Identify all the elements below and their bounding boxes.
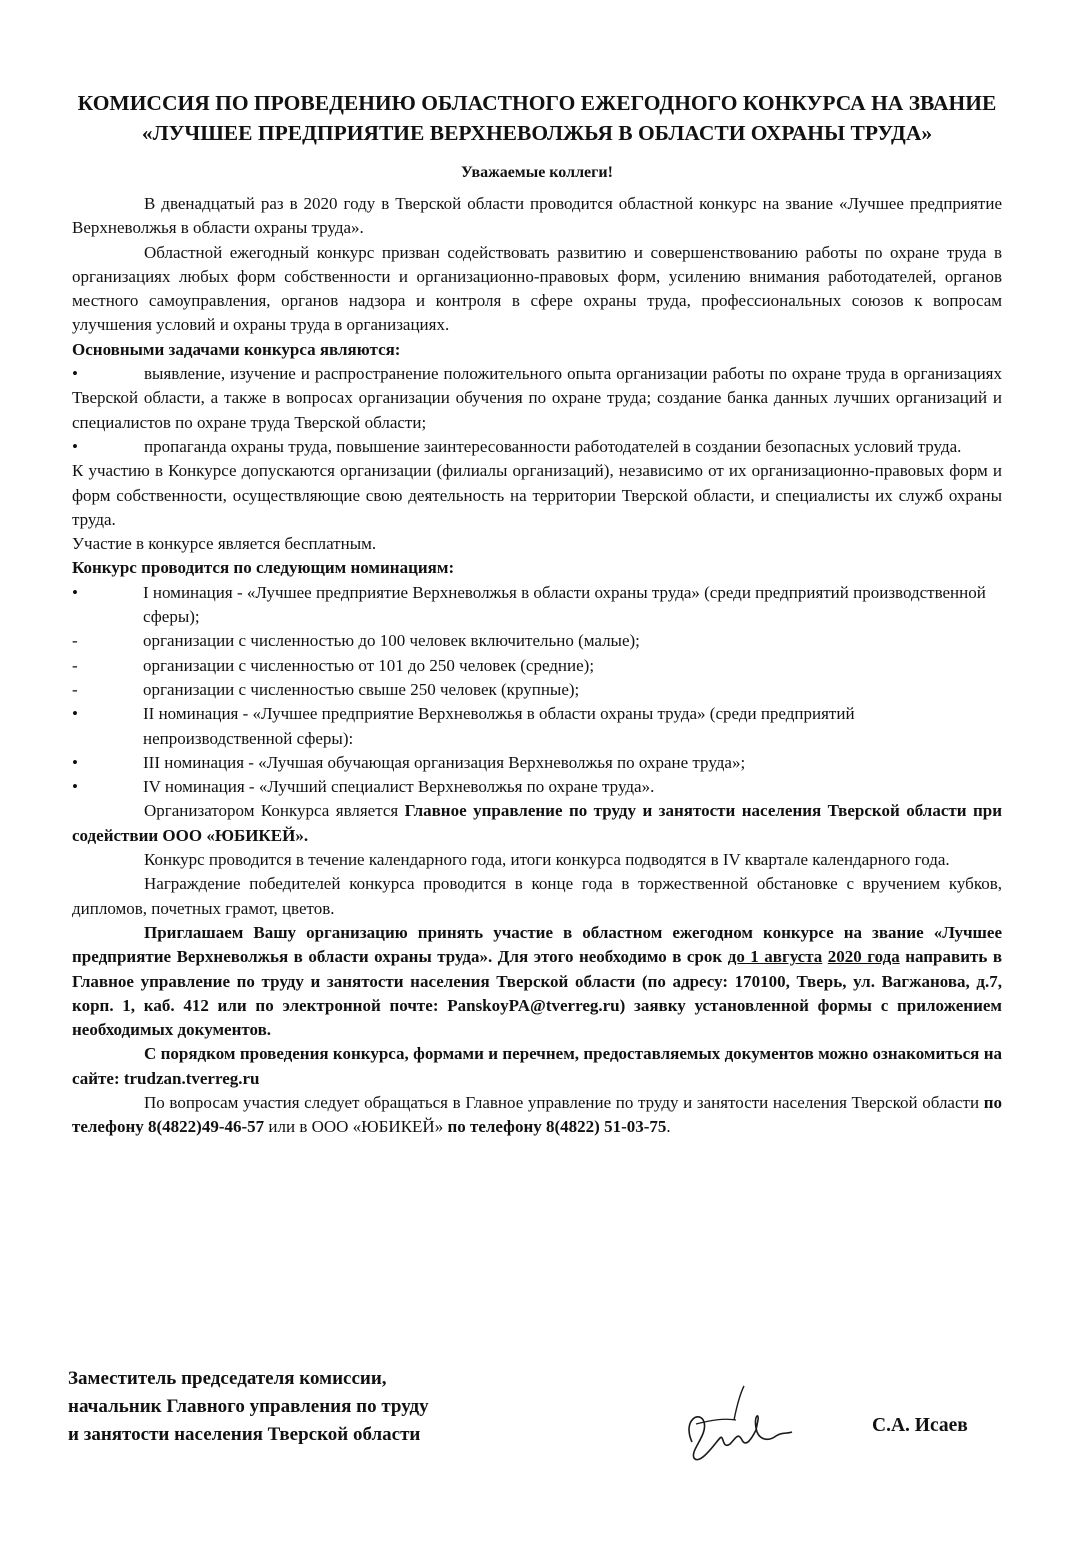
paragraph-contacts: По вопросам участия следует обращаться в Главное управление по труду и занятости населения Тверской области по телефону 8(4822)49-46-57 или в ООО «ЮБИКЕЙ» по телефону 8(4822) 51-03-75.	[72, 1092, 1002, 1137]
list-item: • III номинация - «Лучшая обучающая организация Верхневолжья по охране труда»;	[72, 751, 1002, 775]
tasks-heading: Основными задачами конкурса являются:	[72, 339, 401, 359]
tasks-list	[72, 362, 1002, 459]
signatory-name: С.А. Исаев	[872, 1415, 968, 1436]
bullet-icon: •	[72, 777, 78, 797]
signatory-title: Заместитель председателя комиссии, начальник Главного управления по труду и занятости населения Тверской области	[68, 1368, 429, 1445]
nominations-heading: Конкурс проводится по следующим номинациям:	[72, 558, 455, 578]
list-item: - организации с численностью свыше 250 человек (крупные);	[72, 678, 1002, 702]
bullet-icon: •	[72, 752, 78, 772]
bullet-icon: •	[72, 704, 78, 724]
paragraph-invitation: Приглашаем Вашу организацию принять участие в областном ежегодном конкурсе на звание «Лучшее предприятие Верхневолжья в области охраны труда». Для этого необходимо в срок до 1 августа 2020 года направить в Главное управление по труду и занятости населения Тверской области (по адресу: 170100, Тверь, ул. Вагжанова, д.7, корп. 1, каб. 412 или по электронной почте: PanskoyPA@tverreg.ru) заявку установленной формы с приложением необходимых документов.	[72, 922, 1003, 1040]
handwritten-signature	[672, 1380, 802, 1470]
paragraph-organizer: Организатором Конкурса является Главное управление по труду и занятости населения Тверской области при содействии ООО «ЮБИКЕЙ».	[72, 801, 1002, 845]
document-title: КОМИССИЯ ПО ПРОВЕДЕНИЮ ОБЛАСТНОГО ЕЖЕГОДНОГО КОНКУРСА НА ЗВАНИЕ «ЛУЧШЕЕ ПРЕДПРИЯТИЕ ВЕРХНЕВОЛЖЬЯ В ОБЛАСТИ ОХРАНЫ ТРУДА»	[77, 91, 997, 145]
document-body	[72, 88, 1002, 1140]
list-item: • II номинация - «Лучшее предприятие Верхневолжья в области охраны труда» (среди предприятий непроизводственной сферы):	[72, 704, 855, 748]
paragraph-free: Участие в конкурсе является бесплатным.	[72, 534, 377, 554]
nominations-list	[72, 581, 1002, 800]
paragraph-participants: К участию в Конкурсе допускаются организации (филиалы организаций), независимо от их организационно-правовых форм и форм собственности, осуществляющие свою деятельность на территории Тверской области, и специалисты их служб охраны труда.	[72, 461, 1002, 529]
list-item: • IV номинация - «Лучший специалист Верхневолжья по охране труда».	[72, 775, 1002, 799]
bullet-icon: •	[72, 582, 78, 602]
list-item: • I номинация - «Лучшее предприятие Верхневолжья в области охраны труда» (среди предприятий производственной сферы);	[72, 582, 986, 627]
list-item: - организации с численностью до 100 человек включительно (малые);	[72, 629, 1002, 653]
paragraph-duration: Конкурс проводится в течение календарного года, итоги конкурса подводятся в IV квартале календарного года.	[144, 850, 950, 870]
paragraph-awards: Награждение победителей конкурса проводится в конце года в торжественной обстановке с вручением кубков, дипломов, почетных грамот, цветов.	[72, 874, 1002, 918]
paragraph-website: С порядком проведения конкурса, формами и перечнем, предоставляемых документов можно ознакомиться на сайте: trudzan.tverreg.ru	[72, 1044, 1002, 1088]
dash-icon: -	[72, 679, 78, 699]
list-item: - организации с численностью от 101 до 250 человек (средние);	[72, 654, 1002, 678]
dash-icon: -	[72, 631, 78, 651]
list-item: • выявление, изучение и распространение положительного опыта организации работы по охране труда в организациях Тверской области, а также в вопросах организации обучения по охране труда; создание банка данных лучших организаций и специалистов по охране труда Тверской области;	[72, 364, 1002, 432]
paragraph-purpose: Областной ежегодный конкурс призван содействовать развитию и совершенствованию работы по охране труда в организациях любых форм собственности и организационно-правовых форм, усилению внимания работодателей, органов местного самоуправления, органов надзора и контроля в сфере охраны труда, профессиональных союзов к вопросам улучшения условий и охраны труда в организациях.	[72, 242, 1002, 335]
bullet-icon: •	[72, 364, 78, 384]
bullet-icon: •	[72, 436, 78, 456]
paragraph-intro: В двенадцатый раз в 2020 году в Тверской области проводится областной конкурс на звание «Лучшее предприятие Верхневолжья в области охраны труда».	[72, 194, 1002, 238]
greeting: Уважаемые коллеги!	[461, 164, 613, 181]
dash-icon: -	[72, 655, 78, 675]
list-item: • пропаганда охраны труда, повышение заинтересованности работодателей в создании безопасных условий труда.	[72, 435, 1002, 459]
